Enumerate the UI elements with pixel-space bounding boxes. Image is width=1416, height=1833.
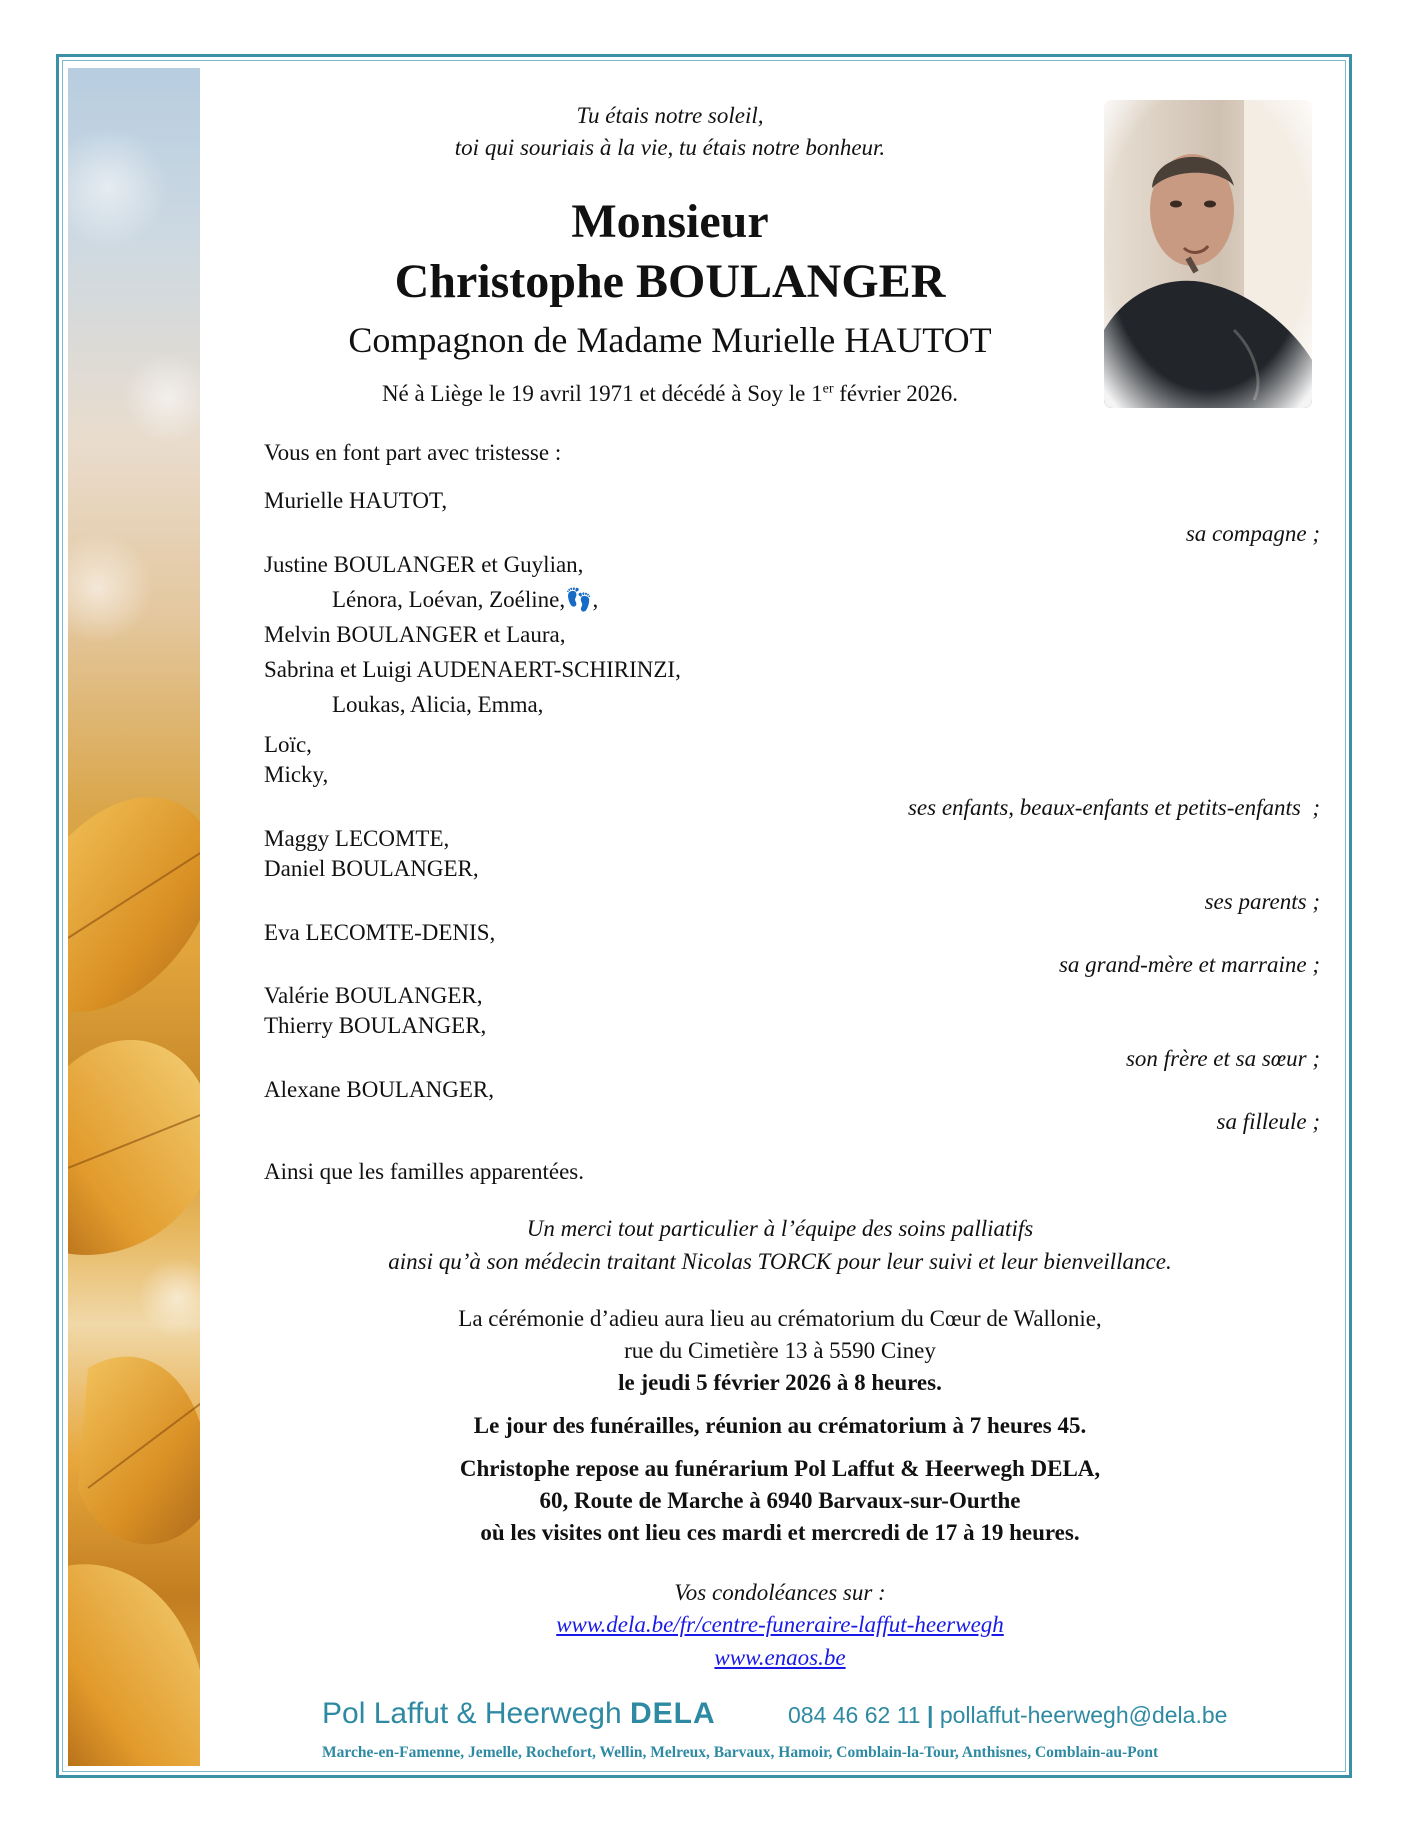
footprints-icon: 👣 <box>565 588 593 613</box>
role-label: sa grand-mère et marraine ; <box>1058 952 1320 977</box>
footer-phone: 084 46 62 11 <box>788 1702 921 1728</box>
family-name: Lénora, Loévan, Zoéline,👣, <box>332 587 599 613</box>
family-name: Murielle HAUTOT, <box>264 488 448 513</box>
thanks-line-2: ainsi qu’à son médecin traitant Nicolas TORCK pour leur suivi et leur bienveillance. <box>388 1249 1172 1274</box>
autumn-leaves-image <box>68 68 200 1766</box>
family-name: Justine BOULANGER et Guylian, <box>264 552 584 577</box>
family-name: Melvin BOULANGER et Laura, <box>264 622 566 647</box>
epigraph-line-2: toi qui souriais à la vie, tu étais notre bonheur. <box>454 135 886 160</box>
rest-line-1: Christophe repose au funérarium Pol Laffut & Heerwegh DELA, <box>459 1456 1101 1481</box>
family-name: Eva LECOMTE-DENIS, <box>264 920 496 945</box>
family-name: Loïc, <box>264 732 312 757</box>
family-name: Daniel BOULANGER, <box>264 856 479 881</box>
role-label: ses parents ; <box>1204 889 1320 914</box>
footer-email: pollaffut-heerwegh@dela.be <box>939 1702 1228 1728</box>
ceremony-line-1: La cérémonie d’adieu aura lieu au crématorium du Cœur de Wallonie, <box>458 1306 1102 1331</box>
footer-towns: Marche-en-Famenne, Jemelle, Rochefort, Wellin, Melreux, Barvaux, Hamoir, Comblain-la-Tour, Anthisnes, Comblain-au-Pont <box>322 1744 1159 1761</box>
deceased-title: Monsieur <box>571 195 769 248</box>
families-line: Ainsi que les familles apparentées. <box>264 1159 584 1184</box>
deceased-photo <box>1104 100 1312 408</box>
condolences-link-enaos[interactable]: www.enaos.be <box>714 1645 846 1670</box>
role-label: sa compagne ; <box>1185 521 1320 546</box>
deceased-name: Christophe BOULANGER <box>394 255 946 308</box>
meeting-line: Le jour des funérailles, réunion au crématorium à 7 heures 45. <box>473 1413 1087 1438</box>
family-name: Maggy LECOMTE, <box>264 826 450 851</box>
family-name: Alexane BOULANGER, <box>264 1077 494 1102</box>
thanks-line-1: Un merci tout particulier à l’équipe des soins palliatifs <box>526 1216 1034 1241</box>
funeral-home-logo: Pol Laffut & Heerwegh DELA <box>322 1697 716 1730</box>
rest-line-3: où les visites ont lieu ces mardi et mercredi de 17 à 19 heures. <box>480 1520 1080 1545</box>
ceremony-date: le jeudi 5 février 2026 à 8 heures. <box>618 1370 942 1395</box>
condolences-link-1-wrap <box>250 1613 1310 1636</box>
footer-contact: 084 46 62 11 | pollaffut-heerwegh@dela.be <box>788 1702 1228 1728</box>
family-name: Micky, <box>264 762 329 787</box>
birth-death-dates: Né à Liège le 19 avril 1971 et décédé à Soy le 1er février 2026. <box>381 381 959 406</box>
role-label: ses enfants, beaux-enfants et petits-enfants ; <box>907 795 1320 820</box>
deceased-relation: Compagnon de Madame Murielle HAUTOT <box>348 320 992 360</box>
family-name: Thierry BOULANGER, <box>264 1013 487 1038</box>
family-name: Sabrina et Luigi AUDENAERT-SCHIRINZI, <box>264 657 681 682</box>
family-name: Loukas, Alicia, Emma, <box>332 692 544 717</box>
announcement-intro: Vous en font part avec tristesse : <box>264 440 562 465</box>
ceremony-line-2: rue du Cimetière 13 à 5590 Ciney <box>624 1338 936 1363</box>
condolences-label: Vos condoléances sur : <box>674 1580 886 1605</box>
role-label: son frère et sa sœur ; <box>1125 1046 1320 1071</box>
family-name: Valérie BOULANGER, <box>264 983 483 1008</box>
role-label: sa filleule ; <box>1216 1109 1320 1134</box>
condolences-link-2-wrap <box>250 1646 1310 1669</box>
rest-line-2: 60, Route de Marche à 6940 Barvaux-sur-Ourthe <box>539 1488 1021 1513</box>
epigraph-line-1: Tu étais notre soleil, <box>576 103 764 128</box>
condolences-link-dela[interactable]: www.dela.be/fr/centre-funeraire-laffut-heerwegh <box>556 1612 1004 1637</box>
